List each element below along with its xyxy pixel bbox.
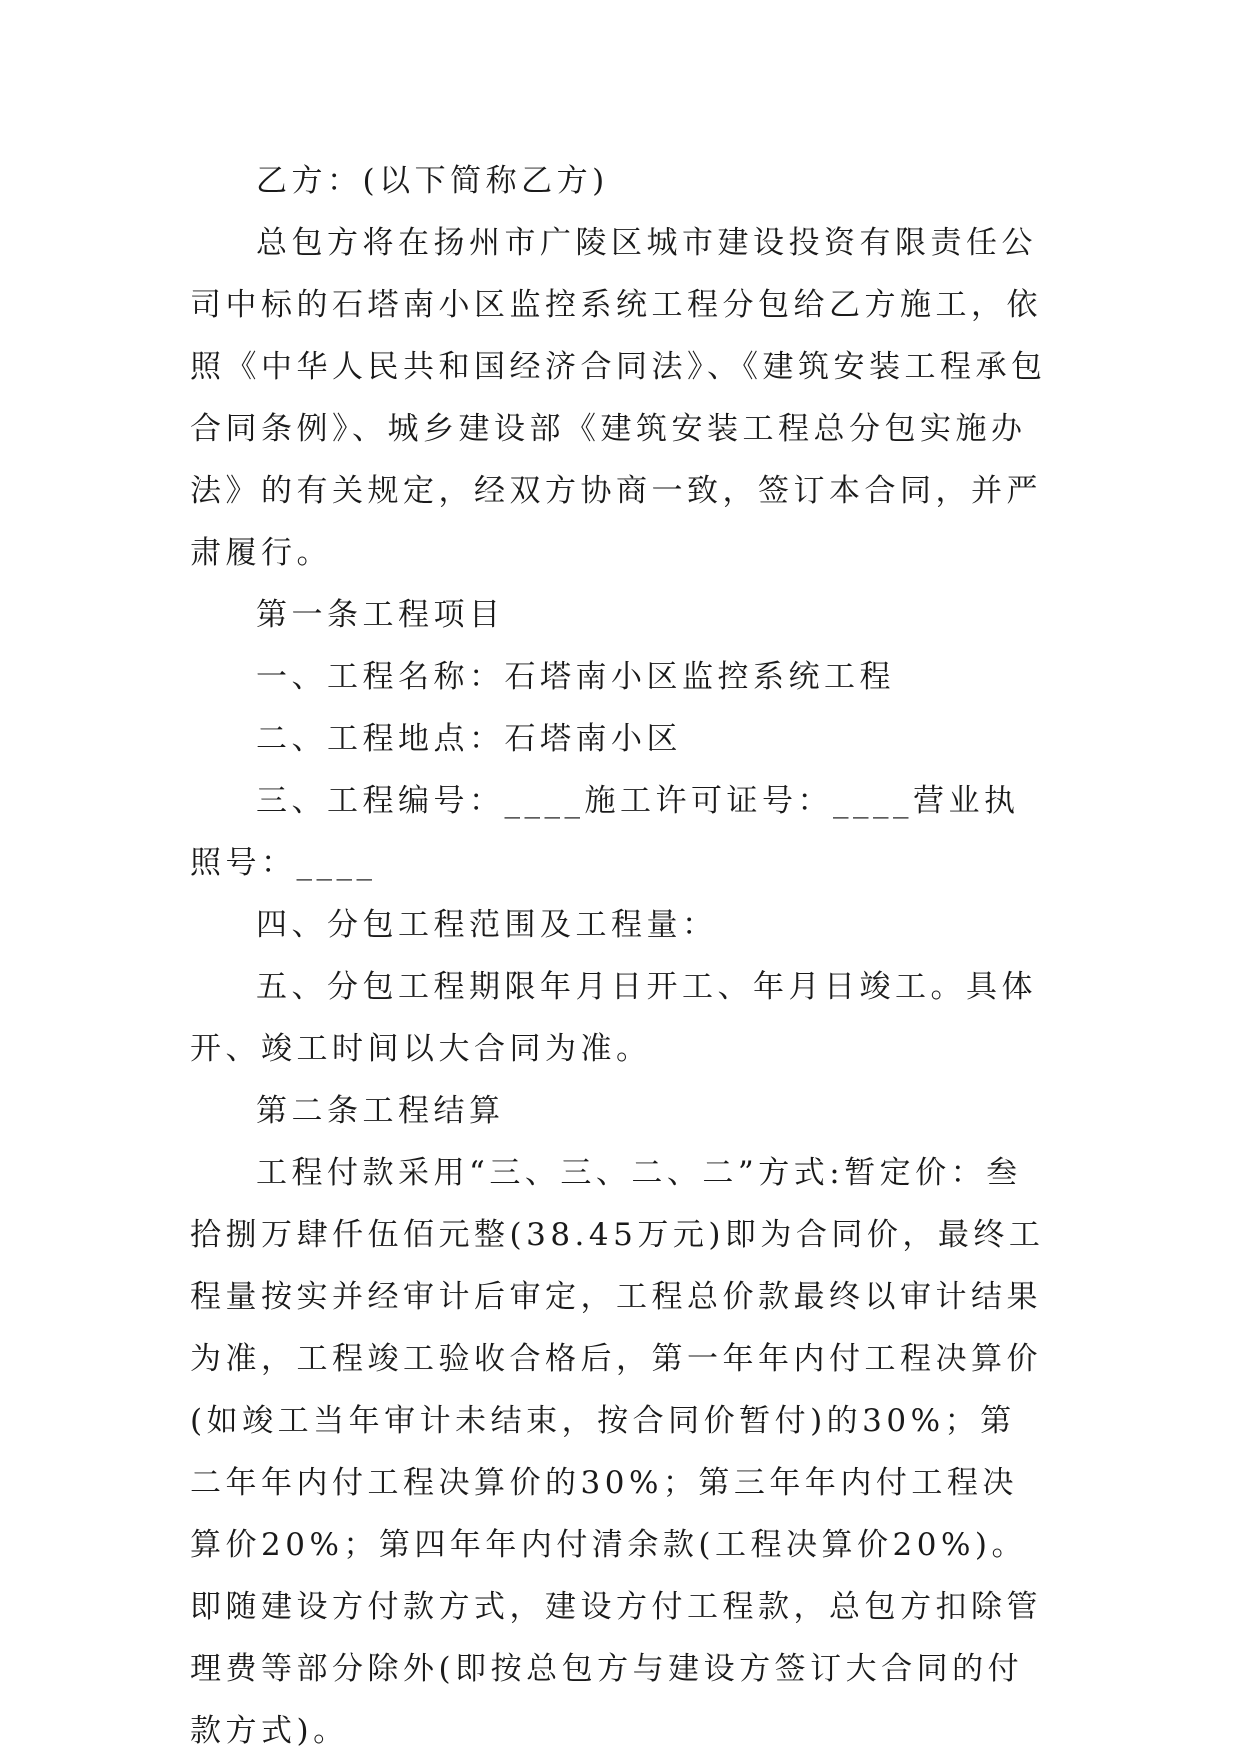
project-location-line: 二、工程地点：石塔南小区 — [256, 721, 682, 757]
article-1-heading: 第一条工程项目 — [256, 597, 505, 633]
project-name-line: 一、工程名称：石塔南小区监控系统工程 — [256, 659, 895, 695]
intro-paragraph: 总包方将在扬州市广陵区城市建设投资有限责任公司中标的石塔南小区监控系统工程分包给乙方施工，依照《中华人民共和国经济合同法》、《建筑安装工程承包合同条例》、城乡建设部《建筑安装工程总分包实施办法》的有关规定，经双方协商一致，签订本合同，并严肃履行。 — [190, 225, 1047, 571]
project-number-line: 三、工程编号：____施工许可证号：____营业执照号：____ — [190, 783, 1020, 881]
subcontract-scope-line: 四、分包工程范围及工程量： — [256, 907, 718, 943]
party-b-line: 乙方：(以下简称乙方) — [256, 163, 609, 199]
payment-terms-paragraph: 工程付款采用“三、三、二、二”方式:暂定价：叁拾捌万肆仟伍佰元整(38.45万元)即为合同价，最终工程量按实并经审计后审定，工程总价款最终以审计结果为准，工程竣工验收合格后，第一年年内付工程决算价(如竣工当年审计未结束，按合同价暂付)的30%；第二年年内付工程决算价的30%；第三年年内付工程决算价20%；第四年年内付清余款(工程决算价20%)。即随建设方付款方式，建设方付工程款，总包方扣除管理费等部分除外(即按总包方与建设方签订大合同的付款方式)。 — [190, 1155, 1045, 1749]
subcontract-period-paragraph: 五、分包工程期限年月日开工、年月日竣工。具体开、竣工时间以大合同为准。 — [190, 969, 1037, 1067]
article-2-heading: 第二条工程结算 — [256, 1093, 505, 1129]
document-body — [190, 150, 1050, 1762]
